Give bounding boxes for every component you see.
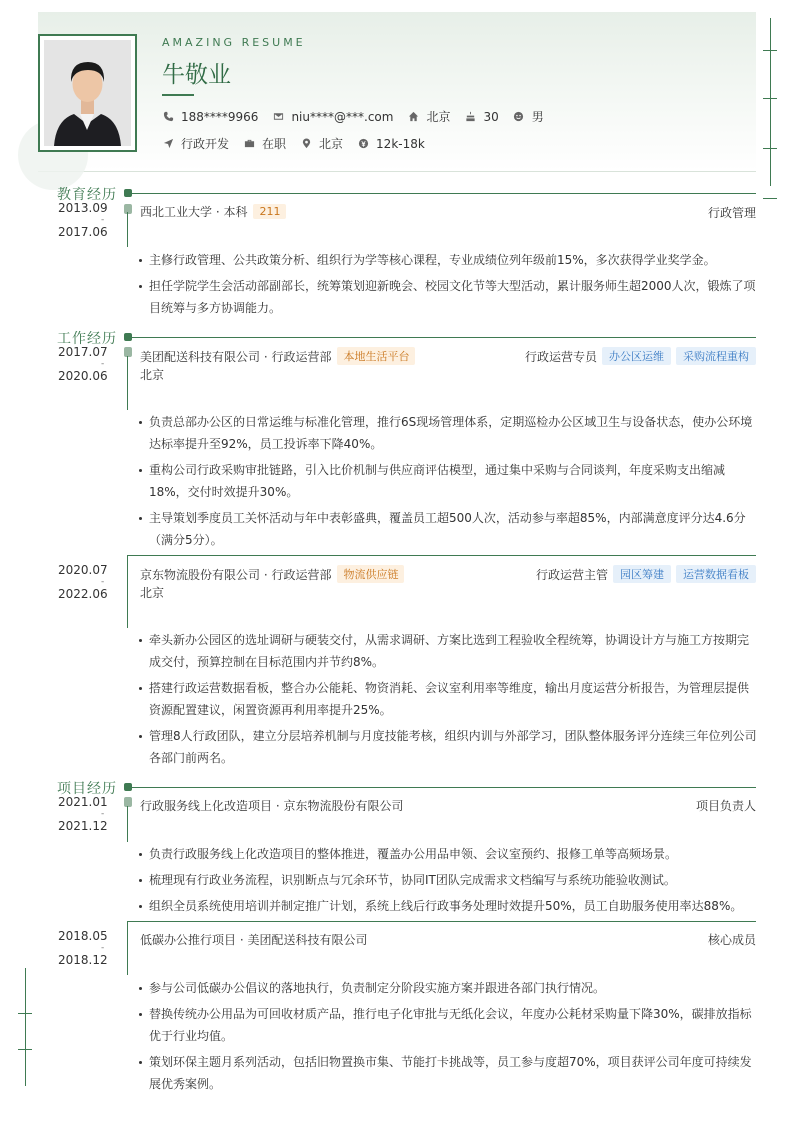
contact-row [162, 108, 558, 125]
list-item: 搭建行政运营数据看板，整合办公能耗、物资消耗、会议室利用率等维度，输出月度运营分析报告，为管理层提供资源配置建议，闲置资源再利用率提升25%。 [138, 677, 758, 721]
timeline-marker [124, 204, 132, 214]
school-tag: 211 [253, 204, 286, 219]
date-separator: - [101, 577, 105, 587]
work-1-city: 北京 [140, 368, 165, 382]
resume-kicker: AMAZING RESUME [162, 36, 306, 49]
work-1-role [525, 347, 756, 365]
company-name: 美团配送科技有限公司 · 行政运营部 [140, 349, 332, 364]
phone-icon [162, 111, 174, 123]
major-text: 行政管理 [707, 206, 756, 220]
job-intent-row [162, 135, 439, 152]
name-underline [162, 94, 194, 96]
education-major [708, 204, 756, 221]
work-2-city: 北京 [140, 586, 165, 600]
section-rule [125, 193, 756, 194]
gender-icon [513, 111, 525, 123]
decor-tick-left [18, 1013, 32, 1014]
candidate-name: 牛敬业 [162, 62, 231, 88]
list-item: 重构公司行政采购审批链路，引入比价机制与供应商评估模型，通过集中采购与合同谈判，年度采购支出缩减18%，交付时效提升30%。 [138, 459, 758, 503]
role-tag: 运营数据看板 [676, 565, 756, 583]
decor-tick [763, 198, 777, 199]
role-title: 行政运营专员 [524, 349, 597, 364]
company-tag: 物流供应链 [337, 565, 404, 583]
timeline-dot [124, 783, 132, 791]
job-status-item [243, 135, 286, 152]
date-separator: - [101, 215, 105, 225]
timeline-marker [124, 797, 132, 807]
avatar [44, 40, 131, 146]
date-separator: - [101, 943, 105, 953]
section-title-project: 项目经历 [57, 781, 117, 797]
company-tag: 本地生活平台 [337, 347, 415, 365]
resume-header [38, 12, 756, 172]
briefcase-icon [243, 138, 255, 150]
list-item: 牵头新办公园区的选址调研与硬装交付，从需求调研、方案比选到工程验收全程统筹，协调设计方与施工方按期完成交付，预算控制在目标范围内并节约8%。 [138, 629, 758, 673]
section-rule [125, 337, 756, 338]
education-school [140, 203, 286, 220]
timeline-dot [124, 189, 132, 197]
location-pin-icon [300, 138, 312, 150]
section-rule [125, 787, 756, 788]
list-item: 主导策划季度员工关怀活动与年中表彰盛典，覆盖员工超500人次，活动参与率超85%，内部满意度评分达4.6分（满分5分）。 [138, 507, 758, 551]
timeline-line [127, 921, 128, 975]
project-2-end-date: 2018.12 [58, 953, 108, 967]
phone-text: 188****9966 [181, 109, 259, 124]
decor-tick [763, 148, 777, 149]
list-item: 替换传统办公用品为可回收材质产品，推行电子化审批与无纸化会议，年度办公耗材采购量下降30%，碳排放指标优于行业均值。 [138, 1003, 758, 1047]
section-title-work: 工作经历 [57, 331, 117, 347]
list-item: 主修行政管理、公共政策分析、组织行为学等核心课程，专业成绩位列年级前15%，多次获得学业奖学金。 [138, 249, 758, 271]
avatar-frame [38, 34, 137, 152]
list-item: 负责总部办公区的日常运维与标准化管理，推行6S现场管理体系，定期巡检办公区域卫生与设备状态，使办公环境达标率提升至92%，员工投诉率下降40%。 [138, 411, 758, 455]
date-separator: - [101, 359, 105, 369]
residence-item [407, 108, 450, 125]
education-end-date: 2017.06 [58, 225, 108, 239]
list-item: 梳理现有行政业务流程，识别断点与冗余环节，协同IT团队完成需求文档编写与系统功能验收测试。 [138, 869, 758, 891]
item-rule [127, 921, 756, 922]
item-rule [127, 555, 756, 556]
list-item: 组织全员系统使用培训并制定推广计划，系统上线后行政事务处理时效提升50%，员工自助服务使用率达88%。 [138, 895, 758, 917]
age-item [464, 110, 498, 124]
list-item: 负责行政服务线上化改造项目的整体推进，覆盖办公用品申领、会议室预约、报修工单等高频场景。 [138, 843, 758, 865]
project-2-name [140, 931, 367, 948]
company-name: 京东物流股份有限公司 · 行政运营部 [140, 567, 332, 582]
gender-text: 男 [531, 110, 544, 124]
section-title-education: 教育经历 [57, 187, 117, 203]
education-start-date: 2013.09 [58, 201, 108, 215]
school-name: 西北工业大学 · 本科 [140, 205, 248, 219]
role-tag: 采购流程重构 [676, 347, 756, 365]
age-text: 30 [483, 109, 499, 124]
role-tag: 园区筹建 [613, 565, 671, 583]
work-1-bullets [138, 411, 758, 555]
timeline-dot [124, 333, 132, 341]
work-2-start-date: 2020.07 [58, 563, 108, 577]
list-item: 管理8人行政团队，建立分层培养机制与月度技能考核，组织内训与外部学习，团队整体服务评分连续三年位列公司各部门前两名。 [138, 725, 758, 769]
work-2-bullets [138, 629, 758, 773]
timeline-line [127, 212, 128, 247]
email-text: niu****@***.com [291, 109, 394, 124]
target-city-text: 北京 [319, 137, 344, 151]
date-separator: - [101, 809, 105, 819]
email-item [272, 110, 393, 124]
salary-icon [357, 138, 369, 150]
phone-item [162, 110, 258, 124]
gender-item [513, 108, 544, 125]
residence-text: 北京 [426, 110, 451, 124]
project-role: 核心成员 [707, 933, 756, 947]
timeline-line [127, 356, 128, 410]
role-title: 行政运营主管 [535, 567, 608, 582]
work-2-company [140, 565, 404, 583]
work-1-start-date: 2017.07 [58, 345, 108, 359]
decor-tick [763, 50, 777, 51]
project-1-role [696, 797, 756, 814]
work-1-company [140, 347, 415, 365]
timeline-line [127, 806, 128, 842]
timeline-marker [124, 347, 132, 357]
list-item: 策划环保主题月系列活动，包括旧物置换市集、节能打卡挑战等，员工参与度超70%，项目获评公司年度可持续发展优秀案例。 [138, 1051, 758, 1095]
send-icon [162, 138, 174, 150]
timeline-line [127, 555, 128, 628]
target-city-item [300, 135, 343, 152]
project-1-bullets [138, 843, 758, 921]
target-position-item [162, 135, 229, 152]
role-tag: 办公区运维 [602, 347, 671, 365]
salary-item [357, 137, 425, 151]
project-title: 低碳办公推行项目 · 美团配送科技有限公司 [140, 933, 368, 947]
project-2-bullets [138, 977, 758, 1099]
decor-tick-left [18, 1049, 32, 1050]
target-position-text: 行政开发 [181, 137, 230, 151]
job-status-text: 在职 [262, 137, 287, 151]
education-bullets [138, 249, 758, 323]
list-item: 参与公司低碳办公倡议的落地执行，负责制定分阶段实施方案并跟进各部门执行情况。 [138, 977, 758, 999]
project-role: 项目负责人 [695, 799, 756, 813]
project-1-name [140, 797, 403, 814]
decor-tick [763, 98, 777, 99]
mail-icon [272, 111, 284, 123]
project-1-start-date: 2021.01 [58, 795, 108, 809]
project-2-role [708, 931, 756, 948]
salary-text: 12k-18k [376, 136, 425, 151]
decor-line [770, 18, 771, 186]
cake-icon [464, 111, 476, 123]
decor-line-left [25, 968, 26, 1086]
work-2-role [536, 565, 756, 583]
work-1-end-date: 2020.06 [58, 369, 108, 383]
home-icon [407, 111, 419, 123]
project-1-end-date: 2021.12 [58, 819, 108, 833]
project-title: 行政服务线上化改造项目 · 京东物流股份有限公司 [140, 799, 404, 813]
work-2-end-date: 2022.06 [58, 587, 108, 601]
list-item: 担任学院学生会活动部副部长，统筹策划迎新晚会、校园文化节等大型活动，累计服务师生超2000人次，锻炼了项目统筹与多方协调能力。 [138, 275, 758, 319]
project-2-start-date: 2018.05 [58, 929, 108, 943]
